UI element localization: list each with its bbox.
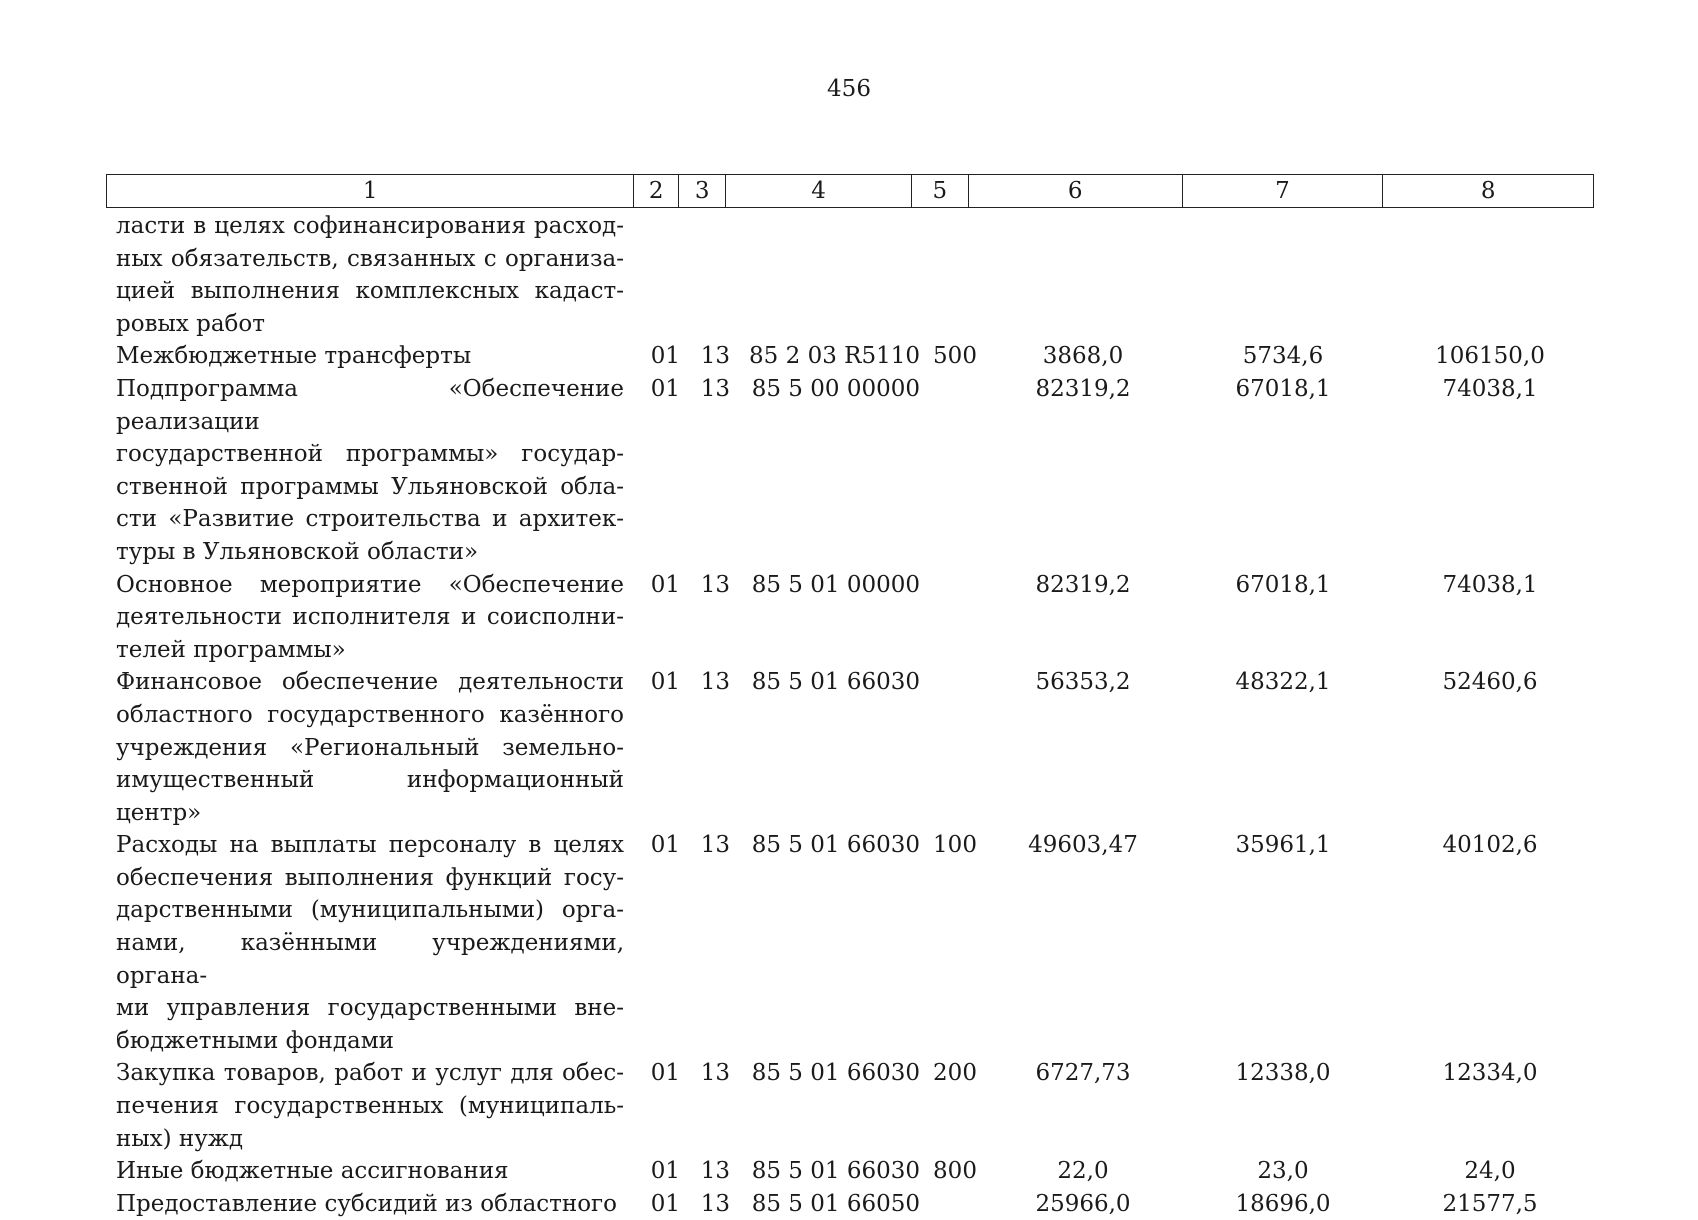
- table-row: [116, 1188, 1606, 1220]
- subsection-code: 13: [700, 832, 730, 859]
- amount-col-7: 67018,1: [1235, 571, 1331, 598]
- subsection-code: 13: [700, 1190, 730, 1217]
- description-line: областного государственного казённого: [116, 701, 624, 728]
- row-description: [116, 569, 624, 667]
- section-code: 01: [650, 343, 680, 370]
- expense-type-code: 800: [933, 1158, 977, 1185]
- amount-col-7: 5734,6: [1242, 343, 1324, 370]
- description-line: деятельности исполнителя и соисполни-: [116, 604, 624, 631]
- header-col-4: 4: [726, 175, 912, 207]
- table-row: [116, 569, 1606, 667]
- description-line: дарственными (муниципальными) орга-: [116, 897, 624, 924]
- amount-col-6: 22,0: [1057, 1158, 1109, 1185]
- description-line: ных) нужд: [116, 1125, 244, 1152]
- description-line: бюджетными фондами: [116, 1027, 394, 1054]
- description-line: Закупка товаров, работ и услуг для обес-: [116, 1060, 624, 1087]
- description-line: телей программы»: [116, 636, 346, 663]
- description-line: нами, казёнными учреждениями, органа-: [116, 930, 624, 989]
- description-line: Подпрограмма «Обеспечение реализации: [116, 375, 624, 435]
- target-article-code: 85 5 01 00000: [751, 571, 920, 598]
- amount-col-6: 6727,73: [1035, 1060, 1131, 1087]
- row-description: [116, 1155, 624, 1188]
- amount-col-6: 3868,0: [1042, 343, 1124, 370]
- row-description: [116, 1188, 624, 1220]
- subsection-code: 13: [700, 343, 730, 370]
- target-article-code: 85 5 01 66030: [751, 1060, 920, 1087]
- amount-col-7: 12338,0: [1235, 1060, 1331, 1087]
- table-header: [106, 174, 1594, 208]
- table-row: [116, 829, 1606, 1057]
- amount-col-7: 35961,1: [1235, 832, 1331, 859]
- table-row: [116, 1057, 1606, 1155]
- subsection-code: 13: [700, 1158, 730, 1185]
- description-line: Финансовое обеспечение деятельности: [116, 669, 624, 696]
- table-body: [116, 210, 1606, 1220]
- header-col-1: 1: [107, 175, 634, 207]
- description-line: Расходы на выплаты персоналу в целях: [116, 832, 624, 859]
- target-article-code: 85 5 01 66030: [751, 832, 920, 859]
- target-article-code: 85 5 01 66030: [751, 669, 920, 696]
- amount-col-6: 49603,47: [1028, 832, 1138, 859]
- table-row: [116, 340, 1606, 373]
- description-line: цией выполнения комплексных кадаст-: [116, 278, 624, 305]
- row-description: [116, 373, 624, 569]
- amount-col-7: 18696,0: [1235, 1190, 1331, 1217]
- target-article-code: 85 5 01 66050: [751, 1190, 920, 1217]
- table-row: [116, 666, 1606, 829]
- header-col-6: 6: [969, 175, 1183, 207]
- amount-col-6: 82319,2: [1035, 571, 1131, 598]
- subsection-code: 13: [700, 669, 730, 696]
- section-code: 01: [650, 1158, 680, 1185]
- section-code: 01: [650, 1060, 680, 1087]
- subsection-code: 13: [700, 571, 730, 598]
- description-line: имущественный информационный центр»: [116, 767, 624, 826]
- row-description: [116, 1057, 624, 1155]
- table-row: [116, 1155, 1606, 1188]
- section-code: 01: [650, 571, 680, 598]
- amount-col-8: 52460,6: [1442, 669, 1538, 696]
- amount-col-6: 82319,2: [1035, 375, 1131, 402]
- header-col-7: 7: [1183, 175, 1384, 207]
- description-line: ных обязательств, связанных с организа-: [116, 245, 624, 272]
- description-line: Основное мероприятие «Обеспечение: [116, 571, 624, 598]
- subsection-code: 13: [700, 1060, 730, 1087]
- amount-col-8: 21577,5: [1442, 1190, 1538, 1217]
- section-code: 01: [650, 669, 680, 696]
- subsection-code: 13: [700, 375, 730, 402]
- target-article-code: 85 5 01 66030: [751, 1158, 920, 1185]
- amount-col-8: 106150,0: [1435, 343, 1545, 370]
- section-code: 01: [650, 1190, 680, 1217]
- description-line: Предоставление субсидий из областного: [116, 1190, 617, 1217]
- description-line: ственной программы Ульяновской обла-: [116, 473, 624, 500]
- amount-col-8: 12334,0: [1442, 1060, 1538, 1087]
- description-line: туры в Ульяновской области»: [116, 538, 479, 565]
- amount-col-8: 40102,6: [1442, 832, 1538, 859]
- description-line: печения государственных (муниципаль-: [116, 1093, 624, 1120]
- description-line: ровых работ: [116, 310, 265, 337]
- amount-col-7: 23,0: [1257, 1158, 1309, 1185]
- description-line: сти «Развитие строительства и архитек-: [116, 506, 624, 533]
- page-number: 456: [827, 76, 871, 102]
- row-description: [116, 829, 624, 1057]
- description-line: Иные бюджетные ассигнования: [116, 1158, 509, 1185]
- table-row: [116, 210, 1606, 340]
- row-description: [116, 340, 624, 373]
- section-code: 01: [650, 832, 680, 859]
- description-line: государственной программы» государ-: [116, 441, 624, 468]
- expense-type-code: 200: [933, 1060, 977, 1087]
- amount-col-8: 24,0: [1464, 1158, 1516, 1185]
- section-code: 01: [650, 375, 680, 402]
- header-col-3: 3: [679, 175, 726, 207]
- header-col-2: 2: [634, 175, 679, 207]
- description-line: Межбюджетные трансферты: [116, 343, 472, 370]
- amount-col-7: 48322,1: [1235, 669, 1331, 696]
- description-line: учреждения «Региональный земельно-: [116, 734, 624, 761]
- target-article-code: 85 5 00 00000: [751, 375, 920, 402]
- amount-col-6: 56353,2: [1035, 669, 1131, 696]
- table-row: [116, 373, 1606, 569]
- amount-col-8: 74038,1: [1442, 375, 1538, 402]
- header-col-8: 8: [1480, 178, 1496, 204]
- amount-col-7: 67018,1: [1235, 375, 1331, 402]
- header-col-5: 5: [912, 175, 969, 207]
- target-article-code: 85 2 03 R5110: [749, 343, 920, 370]
- expense-type-code: 500: [933, 343, 977, 370]
- row-description: [116, 210, 624, 340]
- description-line: обеспечения выполнения функций госу-: [116, 864, 624, 891]
- expense-type-code: 100: [933, 832, 977, 859]
- amount-col-8: 74038,1: [1442, 571, 1538, 598]
- description-line: ми управления государственными вне-: [116, 995, 624, 1022]
- row-description: [116, 666, 624, 829]
- amount-col-6: 25966,0: [1035, 1190, 1131, 1217]
- description-line: ласти в целях софинансирования расход-: [116, 213, 624, 239]
